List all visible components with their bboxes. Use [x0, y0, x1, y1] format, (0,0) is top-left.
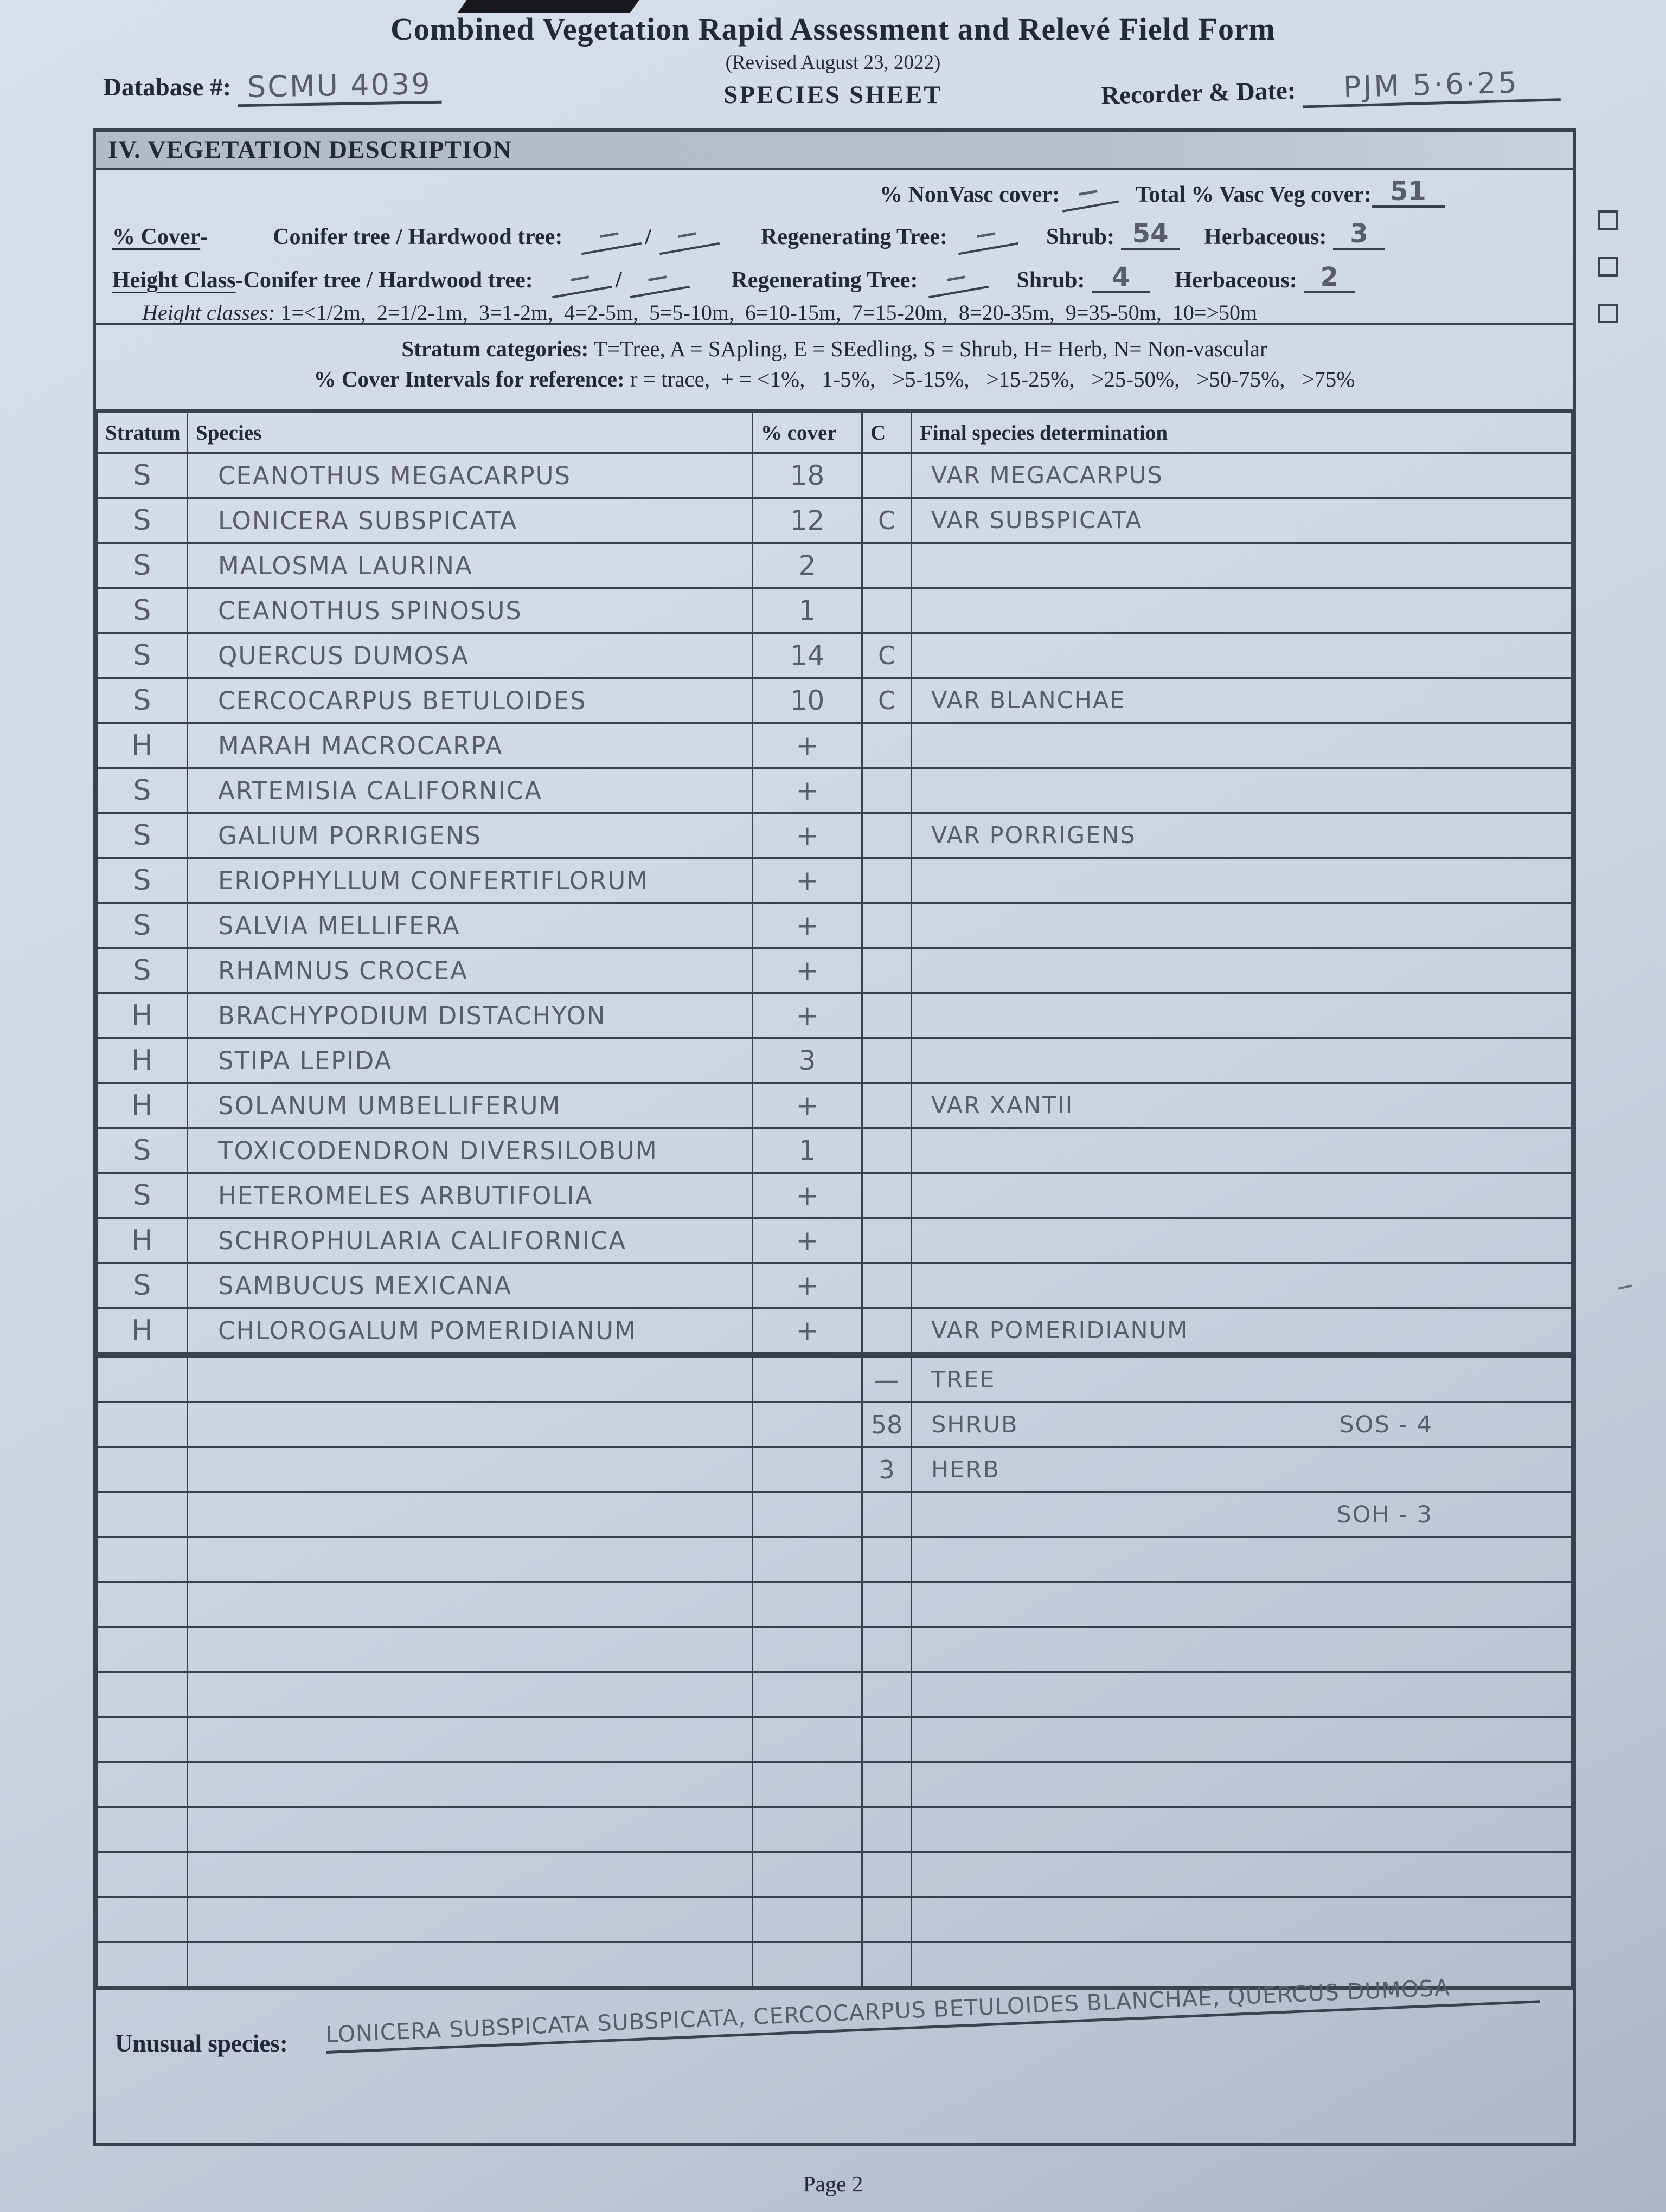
final-determination-cell	[912, 768, 1572, 813]
species-cell: QUERCUS DUMOSA	[188, 633, 753, 678]
stratum-cell: S	[97, 543, 188, 588]
table-row	[97, 993, 1572, 1038]
stratum-cell: S	[97, 498, 188, 543]
cover-cell: 3	[753, 1038, 862, 1083]
cover-cell	[753, 1448, 862, 1493]
table-row	[97, 498, 1572, 543]
totalvasc-value: 51	[1372, 177, 1445, 208]
cover-cell: 1	[753, 588, 862, 633]
empty-row	[97, 1898, 1572, 1943]
species-cell: ERIOPHYLLUM CONFERTIFLORUM	[188, 858, 753, 903]
species-cell: CERCOCARPUS BETULOIDES	[188, 678, 753, 723]
stratum-categories-text: T=Tree, A = SApling, E = SEedling, S = Shrub, H= Herb, N= Non-vascular	[588, 336, 1267, 361]
table-row	[97, 1173, 1572, 1218]
checkbox-icon	[1598, 210, 1618, 230]
height-herb-label: Herbaceous:	[1174, 268, 1297, 293]
species-cell: MALOSMA LAURINA	[188, 543, 753, 588]
col-header-final: Final species determination	[912, 413, 1572, 453]
stratum-categories-label: Stratum categories:	[401, 336, 589, 361]
summary-label-cell	[912, 1403, 1572, 1448]
empty-row	[97, 1673, 1572, 1718]
stratum-cell	[97, 1355, 188, 1403]
cover-summary-block	[96, 170, 1573, 325]
final-determination-cell	[912, 903, 1572, 948]
table-row	[97, 1218, 1572, 1263]
species-cell: SALVIA MELLIFERA	[188, 903, 753, 948]
stratum-cell: H	[97, 1218, 188, 1263]
species-cell: ARTEMISIA CALIFORNICA	[188, 768, 753, 813]
c-cell	[862, 948, 912, 993]
nonvasc-label: % NonVasc cover:	[880, 182, 1060, 207]
summary-value-cell	[862, 1493, 912, 1538]
c-cell	[862, 588, 912, 633]
stratum-cell: S	[97, 813, 188, 858]
cover-shrub-value: 54	[1121, 220, 1180, 250]
cover-cell	[753, 1403, 862, 1448]
checkbox-icon	[1598, 304, 1618, 323]
col-header-species: Species	[188, 413, 753, 453]
summary-row	[97, 1403, 1572, 1448]
height-classes-note	[142, 300, 1257, 325]
stray-pencil-mark	[1618, 1284, 1632, 1289]
c-cell: C	[862, 678, 912, 723]
c-cell: C	[862, 633, 912, 678]
revision-note: (Revised August 23, 2022)	[725, 52, 941, 74]
cover-cell: +	[753, 723, 862, 768]
summary-label-cell	[912, 1493, 1572, 1538]
checkbox-icon	[1598, 257, 1618, 276]
totalvasc-label: Total % Vasc Veg cover:	[1136, 182, 1372, 207]
cover-row-label: % Cover	[112, 224, 201, 249]
c-cell	[862, 1038, 912, 1083]
cover-conifer-label: Conifer tree / Hardwood tree:	[273, 224, 563, 249]
table-row	[97, 768, 1572, 813]
page-title: Combined Vegetation Rapid Assessment and Relevé Field Form	[390, 11, 1276, 47]
species-cell: SOLANUM UMBELLIFERUM	[188, 1083, 753, 1128]
cover-intervals-note	[96, 366, 1573, 392]
unusual-species-value: LONICERA SUBSPICATA SUBSPICATA, CERCOCARPUS BETULOIDES BLANCHAE, QUERCUS DUMOSA	[325, 1971, 1541, 2054]
empty-row	[97, 1628, 1572, 1673]
cover-hardwood-value: —	[655, 215, 720, 255]
species-cell: GALIUM PORRIGENS	[188, 813, 753, 858]
summary-value-cell: —	[862, 1355, 912, 1403]
c-cell	[862, 903, 912, 948]
cover-cell: +	[753, 1263, 862, 1308]
stratum-cell: S	[97, 1263, 188, 1308]
c-cell	[862, 453, 912, 498]
height-shrub-value: 4	[1092, 263, 1150, 293]
species-cell	[188, 1403, 753, 1448]
c-cell	[862, 993, 912, 1038]
final-determination-cell	[912, 1128, 1572, 1173]
height-classes-label: Height classes:	[142, 300, 275, 325]
col-header-cover: % cover	[753, 413, 862, 453]
stratum-cell: H	[97, 1038, 188, 1083]
cover-intervals-label: % Cover Intervals for reference:	[313, 366, 625, 391]
summary-label: TREE	[931, 1366, 996, 1393]
table-row	[97, 543, 1572, 588]
cover-conifer-value: —	[576, 215, 642, 255]
cover-regen-label: Regenerating Tree:	[760, 224, 948, 249]
cover-cell: 12	[753, 498, 862, 543]
cover-cell: +	[753, 993, 862, 1038]
stratum-cell	[97, 1448, 188, 1493]
species-cell: SAMBUCUS MEXICANA	[188, 1263, 753, 1308]
page-number: Page 2	[803, 2171, 863, 2196]
c-cell	[862, 1083, 912, 1128]
cover-cell	[753, 1355, 862, 1403]
cover-cell: +	[753, 1083, 862, 1128]
final-determination-cell	[912, 1038, 1572, 1083]
species-cell: CEANOTHUS MEGACARPUS	[188, 453, 753, 498]
cover-cell: +	[753, 948, 862, 993]
species-cell	[188, 1355, 753, 1403]
summary-row	[97, 1493, 1572, 1538]
table-row	[97, 1263, 1572, 1308]
empty-row	[97, 1538, 1572, 1583]
height-class-line	[112, 263, 1355, 293]
table-row	[97, 903, 1572, 948]
final-determination-cell: VAR SUBSPICATA	[912, 498, 1572, 543]
database-label: Database #:	[103, 73, 232, 101]
cover-herb-value: 3	[1333, 220, 1385, 250]
cover-cell: +	[753, 813, 862, 858]
database-field	[103, 68, 441, 105]
final-determination-cell	[912, 993, 1572, 1038]
table-row	[97, 453, 1572, 498]
percent-cover-line	[112, 220, 1385, 250]
stratum-cell	[97, 1493, 188, 1538]
unusual-species-box	[96, 1975, 1573, 2092]
stratum-reference-block	[96, 325, 1573, 411]
recorder-value: PJM 5·6·25	[1302, 64, 1561, 108]
species-cell: CHLOROGALUM POMERIDIANUM	[188, 1308, 753, 1355]
c-cell	[862, 813, 912, 858]
cover-cell	[753, 1493, 862, 1538]
col-header-c: C	[862, 413, 912, 453]
final-determination-cell: VAR XANTII	[912, 1083, 1572, 1128]
summary-label: SHRUB	[931, 1411, 1018, 1438]
stratum-cell: S	[97, 633, 188, 678]
height-row-label: Height Class	[112, 268, 236, 293]
species-cell: BRACHYPODIUM DISTACHYON	[188, 993, 753, 1038]
stratum-cell: S	[97, 948, 188, 993]
species-cell: CEANOTHUS SPINOSUS	[188, 588, 753, 633]
slash: /	[615, 268, 622, 293]
final-determination-cell	[912, 588, 1572, 633]
table-row	[97, 1308, 1572, 1355]
c-cell	[862, 1128, 912, 1173]
nonvasc-line	[880, 177, 1445, 208]
summary-label-cell	[912, 1355, 1572, 1403]
table-row	[97, 678, 1572, 723]
stratum-categories-note	[96, 336, 1573, 362]
table-row	[97, 1038, 1572, 1083]
final-determination-cell	[912, 633, 1572, 678]
final-determination-cell: VAR POMERIDIANUM	[912, 1308, 1572, 1355]
cover-row-sep: -	[200, 224, 208, 249]
table-row	[97, 588, 1572, 633]
cover-cell: 18	[753, 453, 862, 498]
species-table-body	[97, 453, 1572, 1988]
summary-row	[97, 1448, 1572, 1493]
unusual-species-label: Unusual species:	[115, 2030, 288, 2057]
stratum-cell: S	[97, 903, 188, 948]
species-cell: TOXICODENDRON DIVERSILOBUM	[188, 1128, 753, 1173]
summary-row	[97, 1355, 1572, 1403]
species-cell: RHAMNUS CROCEA	[188, 948, 753, 993]
table-row	[97, 633, 1572, 678]
species-table	[96, 411, 1573, 1988]
cover-regen-value: —	[953, 215, 1018, 255]
slash: /	[645, 224, 651, 249]
table-row	[97, 1128, 1572, 1173]
final-determination-cell	[912, 948, 1572, 993]
c-cell	[862, 1173, 912, 1218]
final-determination-cell: VAR MEGACARPUS	[912, 453, 1572, 498]
species-cell: MARAH MACROCARPA	[188, 723, 753, 768]
c-cell	[862, 543, 912, 588]
final-determination-cell: VAR PORRIGENS	[912, 813, 1572, 858]
stratum-cell	[97, 1403, 188, 1448]
cover-shrub-label: Shrub:	[1046, 224, 1115, 249]
stratum-cell: S	[97, 678, 188, 723]
empty-row	[97, 1853, 1572, 1898]
height-conifer-label: Conifer tree / Hardwood tree:	[243, 268, 533, 293]
empty-row	[97, 1763, 1572, 1808]
height-classes-text: 1=<1/2m, 2=1/2-1m, 3=1-2m, 4=2-5m, 5=5-10m, 6=10-15m, 7=15-20m, 8=20-35m, 9=35-50m, 10=>50m	[275, 300, 1258, 325]
sheet-subtitle: SPECIES SHEET	[723, 81, 943, 109]
summary-label: HERB	[931, 1456, 1000, 1483]
height-conifer-value: —	[547, 258, 612, 299]
stratum-cell: S	[97, 453, 188, 498]
stratum-cell: S	[97, 588, 188, 633]
species-cell: STIPA LEPIDA	[188, 1038, 753, 1083]
cover-herb-label: Herbaceous:	[1204, 224, 1327, 249]
table-row	[97, 1083, 1572, 1128]
cover-cell: 14	[753, 633, 862, 678]
species-cell	[188, 1493, 753, 1538]
table-row	[97, 813, 1572, 858]
cover-cell: 10	[753, 678, 862, 723]
final-determination-cell	[912, 543, 1572, 588]
stratum-cell: H	[97, 1083, 188, 1128]
cover-cell: +	[753, 903, 862, 948]
height-shrub-label: Shrub:	[1016, 268, 1085, 293]
stratum-cell: S	[97, 768, 188, 813]
vegetation-description-box	[93, 128, 1576, 2146]
col-header-stratum: Stratum	[97, 413, 188, 453]
c-cell	[862, 1308, 912, 1355]
species-cell: SCHROPHULARIA CALIFORNICA	[188, 1218, 753, 1263]
height-regen-value: —	[924, 258, 989, 299]
cover-intervals-text: r = trace, + = <1%, 1-5%, >5-15%, >15-25%, >25-50%, >50-75%, >75%	[624, 366, 1355, 391]
cover-cell: +	[753, 858, 862, 903]
species-cell: HETEROMELES ARBUTIFOLIA	[188, 1173, 753, 1218]
cover-cell: 2	[753, 543, 862, 588]
height-regen-label: Regenerating Tree:	[731, 268, 918, 293]
cover-cell: +	[753, 1173, 862, 1218]
table-header-row	[97, 413, 1572, 453]
empty-row	[97, 1808, 1572, 1853]
stratum-cell: S	[97, 1173, 188, 1218]
summary-value-cell: 58	[862, 1403, 912, 1448]
summary-note: SOS - 4	[1339, 1411, 1433, 1438]
table-row	[97, 858, 1572, 903]
species-cell	[188, 1448, 753, 1493]
final-determination-cell	[912, 723, 1572, 768]
table-row	[97, 948, 1572, 993]
summary-note: SOH - 3	[1336, 1501, 1433, 1528]
c-cell	[862, 723, 912, 768]
cover-cell: 1	[753, 1128, 862, 1173]
height-row-sep: -	[235, 268, 244, 293]
table-row	[97, 723, 1572, 768]
height-hardwood-value: —	[625, 258, 690, 299]
final-determination-cell	[912, 1263, 1572, 1308]
recorder-label: Recorder & Date:	[1100, 76, 1297, 110]
cover-cell: +	[753, 768, 862, 813]
c-cell	[862, 1263, 912, 1308]
empty-row	[97, 1718, 1572, 1763]
database-value: SCMU 4039	[237, 67, 441, 107]
stratum-cell: H	[97, 993, 188, 1038]
stratum-cell: S	[97, 1128, 188, 1173]
species-cell: LONICERA SUBSPICATA	[188, 498, 753, 543]
nonvasc-value: —	[1058, 172, 1119, 212]
c-cell: C	[862, 498, 912, 543]
final-determination-cell	[912, 858, 1572, 903]
stratum-cell: H	[97, 1308, 188, 1355]
final-determination-cell	[912, 1218, 1572, 1263]
cover-cell: +	[753, 1308, 862, 1355]
final-determination-cell: VAR BLANCHAE	[912, 678, 1572, 723]
c-cell	[862, 768, 912, 813]
stratum-cell: S	[97, 858, 188, 903]
summary-label-cell	[912, 1448, 1572, 1493]
stratum-cell: H	[97, 723, 188, 768]
final-determination-cell	[912, 1173, 1572, 1218]
c-cell	[862, 1218, 912, 1263]
height-herb-value: 2	[1304, 263, 1355, 293]
section-header: IV. VEGETATION DESCRIPTION	[96, 132, 1573, 170]
c-cell	[862, 858, 912, 903]
cover-cell: +	[753, 1218, 862, 1263]
summary-value-cell: 3	[862, 1448, 912, 1493]
empty-row	[97, 1583, 1572, 1628]
